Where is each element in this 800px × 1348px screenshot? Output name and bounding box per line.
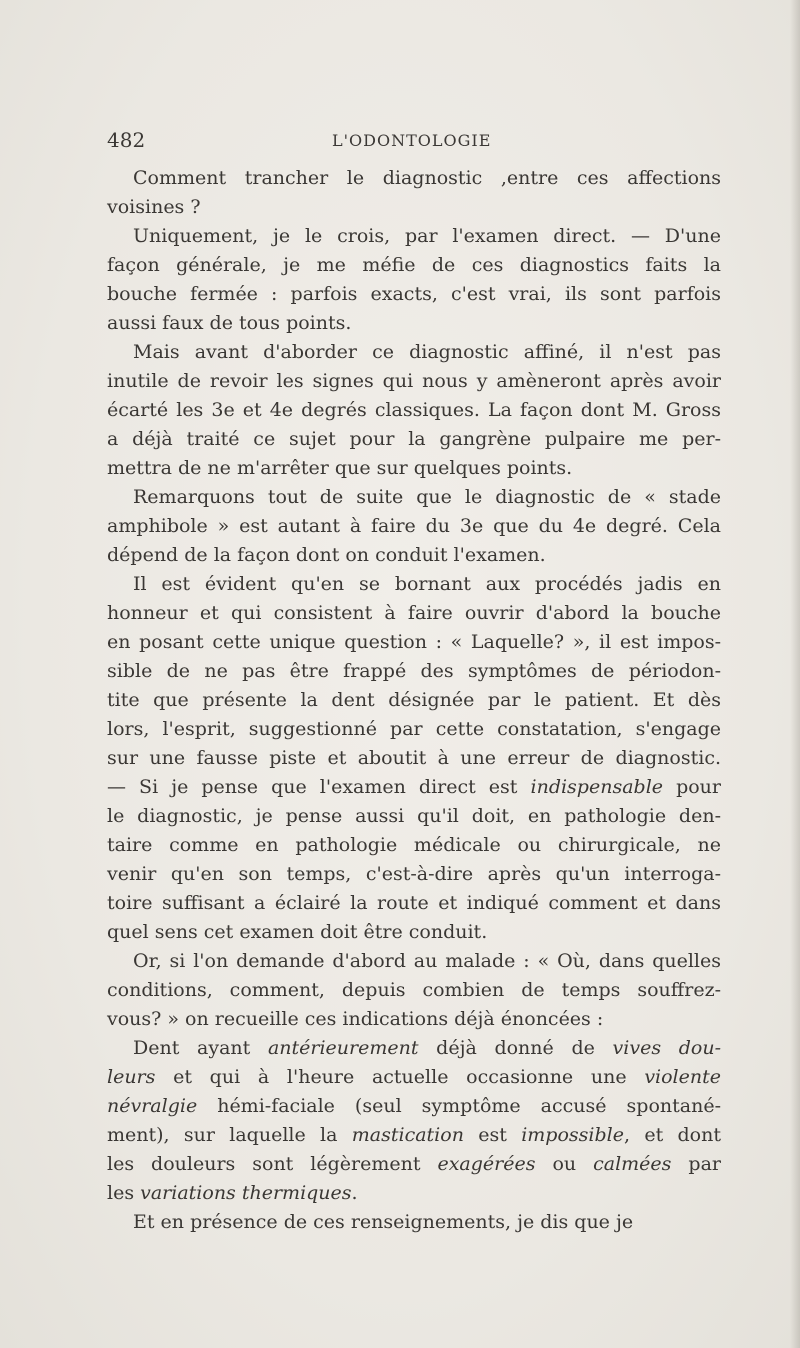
text-line	[107, 947, 721, 976]
paragraph	[107, 1034, 721, 1208]
page-number: 482	[107, 128, 146, 152]
text-run: taire comme en pathologie médicale ou chirurgicale, ne	[107, 834, 721, 856]
text-line	[107, 309, 721, 338]
paragraph	[107, 1208, 721, 1237]
text-line	[107, 251, 721, 280]
text-line	[107, 628, 721, 657]
running-head: L'ODONTOLOGIE	[332, 131, 492, 150]
page-edge-shadow	[790, 0, 800, 1348]
italic-emphasis: leurs	[107, 1066, 156, 1088]
body-text	[107, 164, 721, 1237]
italic-emphasis: indispensable	[530, 776, 664, 798]
text-run: , et dont	[623, 1124, 721, 1146]
text-line	[107, 1121, 721, 1150]
text-run: Et en présence de ces renseignements, je dis que je	[133, 1211, 634, 1233]
text-run: hémi-faciale (seul symptôme accusé spontané-	[197, 1095, 721, 1117]
italic-emphasis: vives dou-	[612, 1037, 721, 1059]
text-run: honneur et qui consistent à faire ouvrir d'abord la bouche	[107, 602, 721, 624]
text-line	[107, 831, 721, 860]
text-line	[107, 193, 721, 222]
text-run: conditions, comment, depuis combien de temps souffrez-	[107, 979, 721, 1001]
text-run: tite que présente la dent désignée par le patient. Et dès	[107, 689, 721, 711]
text-run: est	[463, 1124, 522, 1146]
text-run: aussi faux de tous points.	[107, 312, 352, 334]
italic-emphasis: antérieurement	[267, 1037, 419, 1059]
text-line	[107, 744, 721, 773]
text-line	[107, 483, 721, 512]
paragraph	[107, 947, 721, 1034]
text-run: en posant cette unique question : « Laquelle? », il est impos-	[107, 631, 721, 653]
text-line	[107, 396, 721, 425]
italic-emphasis: névralgie	[107, 1095, 198, 1117]
text-run: vous? » on recueille ces indications déjà énoncées :	[107, 1008, 604, 1030]
italic-emphasis: mastication	[351, 1124, 464, 1146]
text-run: déjà donné de	[418, 1037, 613, 1059]
text-line	[107, 164, 721, 193]
text-run: a déjà traité ce sujet pour la gangrène pulpaire me per-	[107, 428, 721, 450]
text-run: ou	[535, 1153, 594, 1175]
text-line	[107, 686, 721, 715]
paragraph	[107, 222, 721, 338]
text-line	[107, 1092, 721, 1121]
text-line	[107, 367, 721, 396]
text-run: par	[671, 1153, 721, 1175]
text-run: voisines ?	[107, 196, 201, 218]
text-run: façon générale, je me méfie de ces diagnostics faits la	[107, 254, 721, 276]
text-run: les	[107, 1182, 141, 1204]
text-run: et qui à l'heure actuelle occasionne une	[155, 1066, 645, 1088]
italic-emphasis: violente	[644, 1066, 721, 1088]
text-run: Mais avant d'aborder ce diagnostic affiné, il n'est pas	[133, 341, 721, 363]
text-run: .	[351, 1182, 358, 1204]
text-line	[107, 976, 721, 1005]
text-run: sible de ne pas être frappé des symptômes de périodon-	[107, 660, 721, 682]
text-run: lors, l'esprit, suggestionné par cette constatation, s'engage	[107, 718, 721, 740]
text-line	[107, 1005, 721, 1034]
text-line	[107, 512, 721, 541]
text-line	[107, 425, 721, 454]
text-line	[107, 1179, 721, 1208]
text-line	[107, 454, 721, 483]
paragraph	[107, 570, 721, 947]
text-run: Uniquement, je le crois, par l'examen direct. — D'une	[133, 225, 721, 247]
italic-emphasis: impossible	[521, 1124, 624, 1146]
italic-emphasis: variations thermiques	[140, 1182, 352, 1204]
text-line	[107, 599, 721, 628]
paragraph	[107, 164, 721, 222]
text-line	[107, 715, 721, 744]
text-run: ment), sur laquelle la	[107, 1124, 352, 1146]
text-run: toire suffisant a éclairé la route et indiqué comment et dans	[107, 892, 721, 914]
text-run: amphibole » est autant à faire du 3e que du 4e degré. Cela	[107, 515, 721, 537]
page-header	[107, 128, 719, 158]
text-line	[107, 570, 721, 599]
italic-emphasis: calmées	[593, 1153, 672, 1175]
text-line	[107, 802, 721, 831]
text-line	[107, 1208, 721, 1237]
paragraph	[107, 483, 721, 570]
text-run: mettra de ne m'arrêter que sur quelques points.	[107, 457, 573, 479]
text-run: dépend de la façon dont on conduit l'examen.	[107, 544, 546, 566]
text-run: Or, si l'on demande d'abord au malade : « Où, dans quelles	[133, 950, 721, 972]
text-line	[107, 338, 721, 367]
text-run: Dent ayant	[133, 1037, 268, 1059]
text-line	[107, 773, 721, 802]
text-run: inutile de revoir les signes qui nous y amèneront après avoir	[107, 370, 721, 392]
text-run: les douleurs sont légèrement	[107, 1153, 438, 1175]
text-run: le diagnostic, je pense aussi qu'il doit, en pathologie den-	[107, 805, 721, 827]
text-line	[107, 1150, 721, 1179]
text-run: Remarquons tout de suite que le diagnostic de « stade	[133, 486, 721, 508]
text-run: quel sens cet examen doit être conduit.	[107, 921, 488, 943]
text-line	[107, 889, 721, 918]
text-line	[107, 222, 721, 251]
text-line	[107, 280, 721, 309]
paragraph	[107, 338, 721, 483]
text-line	[107, 918, 721, 947]
text-run: Il est évident qu'en se bornant aux procédés jadis en	[133, 573, 721, 595]
text-line	[107, 860, 721, 889]
text-run: pour	[663, 776, 721, 798]
text-line	[107, 541, 721, 570]
text-run: écarté les 3e et 4e degrés classiques. La façon dont M. Gross	[107, 399, 721, 421]
italic-emphasis: exagérées	[437, 1153, 536, 1175]
text-run: — Si je pense que l'examen direct est	[107, 776, 531, 798]
text-run: sur une fausse piste et aboutit à une erreur de diagnostic.	[107, 747, 721, 769]
text-line	[107, 657, 721, 686]
text-line	[107, 1063, 721, 1092]
text-run: venir qu'en son temps, c'est-à-dire après qu'un interroga-	[107, 863, 721, 885]
text-line	[107, 1034, 721, 1063]
text-run: Comment trancher le diagnostic ,entre ces affections	[133, 167, 721, 189]
text-run: bouche fermée : parfois exacts, c'est vrai, ils sont parfois	[107, 283, 721, 305]
